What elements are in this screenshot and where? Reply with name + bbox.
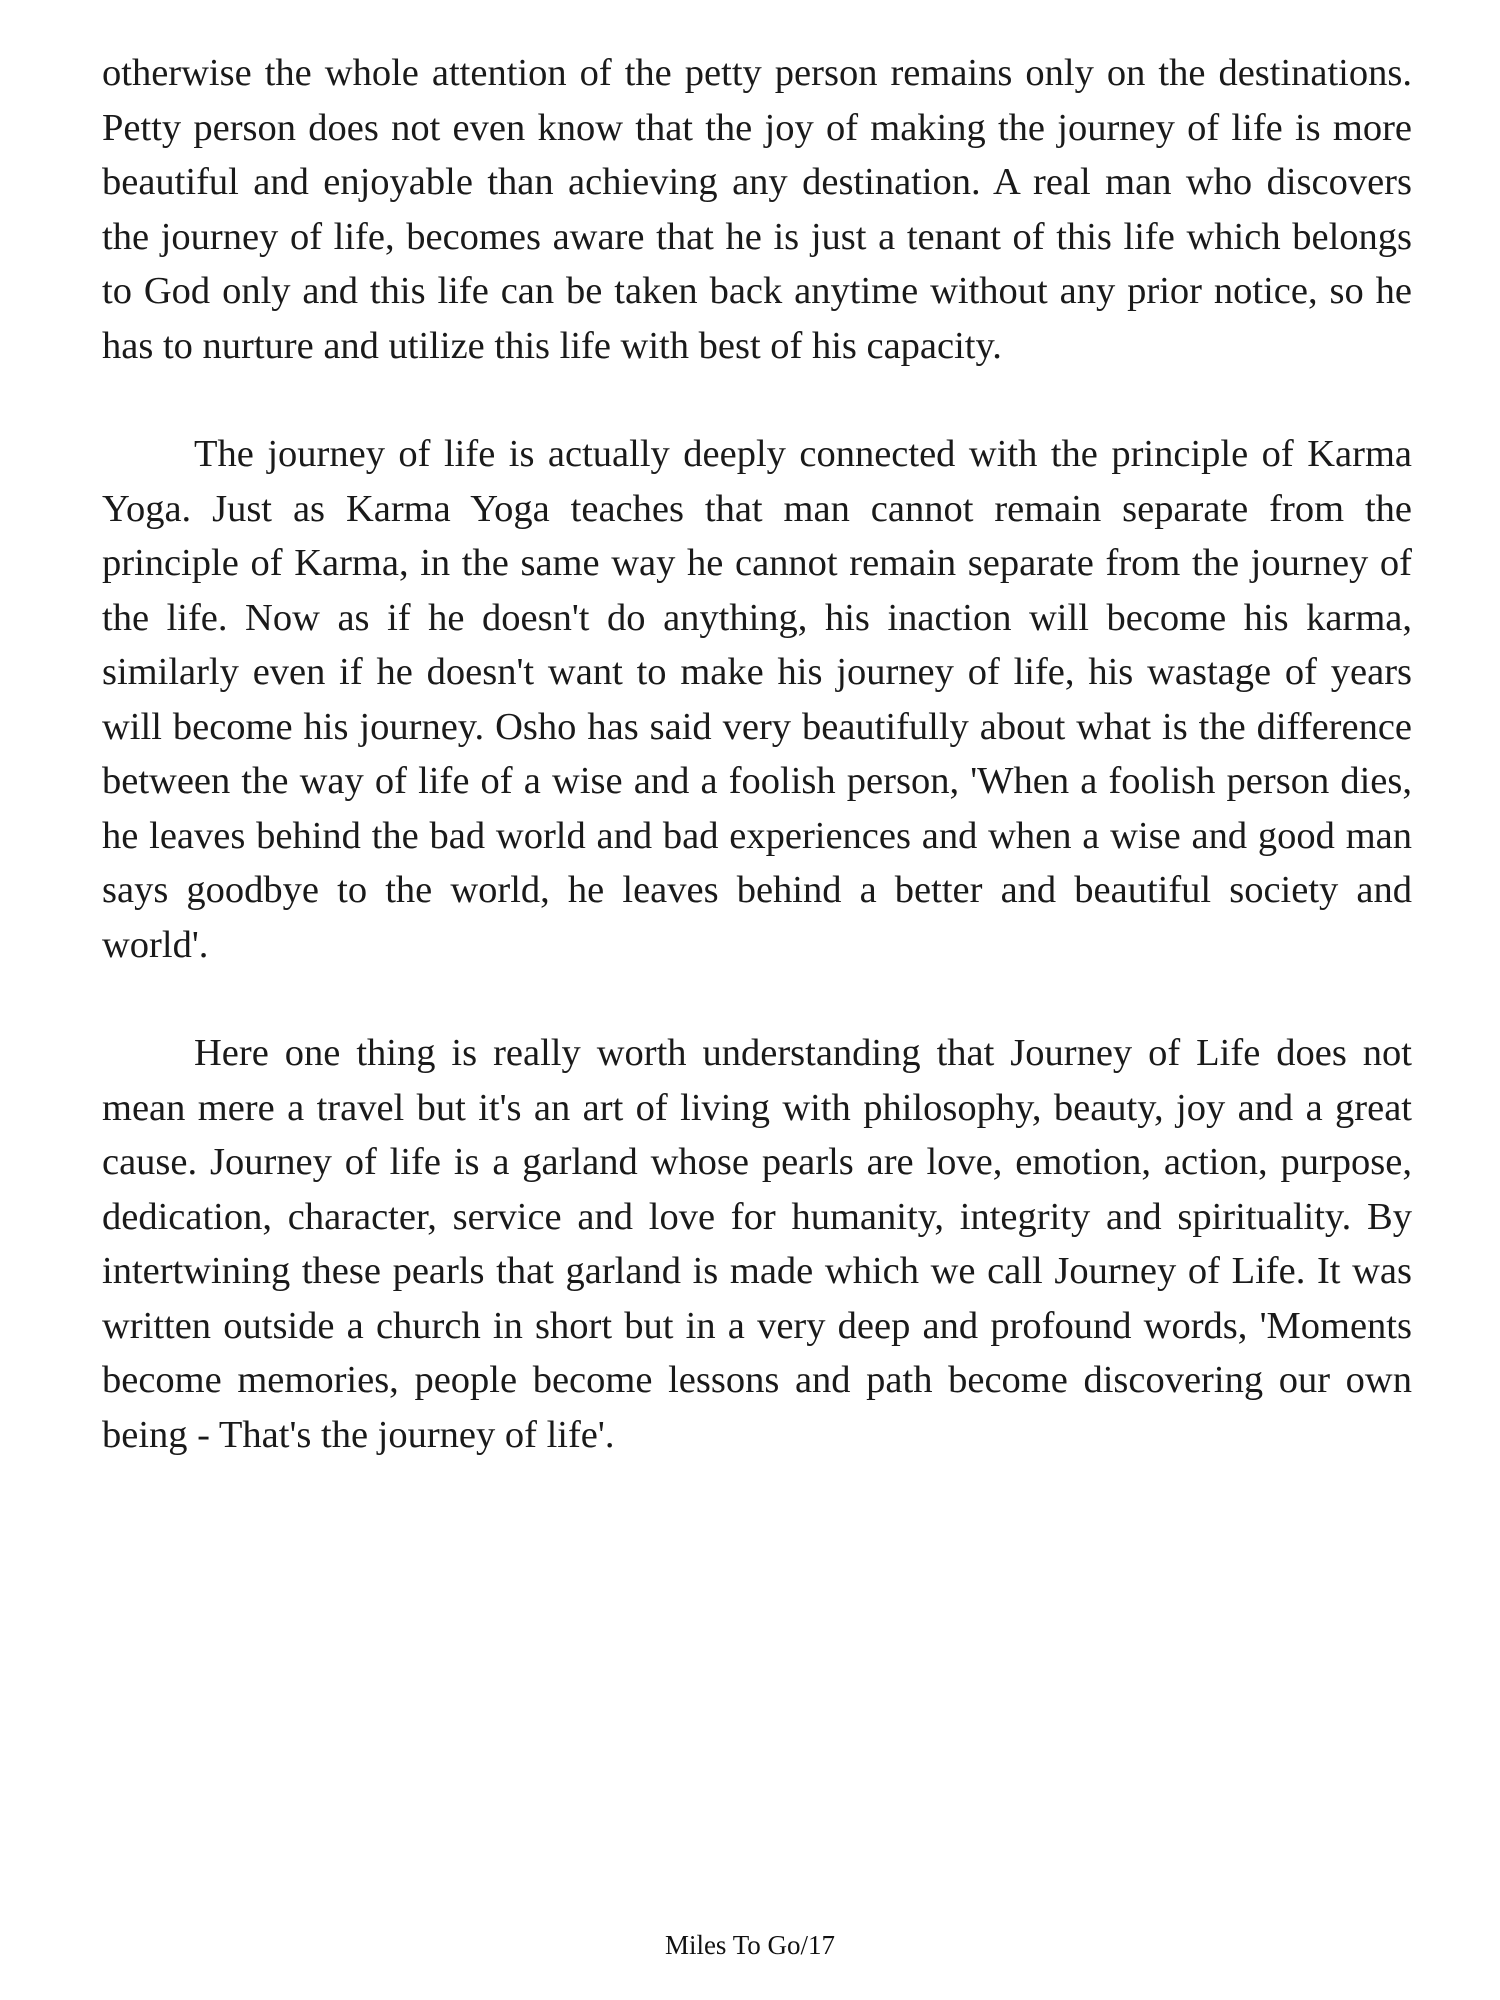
page-body	[102, 46, 1412, 1462]
page-footer: Miles To Go/17	[664, 1930, 836, 1960]
paragraph-1: otherwise the whole attention of the petty person remains only on the destinations. Petty person does not even know that the joy of making the journey of life is more beautiful and enjoyable than achieving any destination. A real man who discovers the journey of life, becomes aware that he is just a tenant of this life which belongs to God only and this life can be taken back anytime without any prior notice, so he has to nurture and utilize this life with best of his capacity.	[102, 52, 1412, 367]
paragraph-3: Here one thing is really worth understanding that Journey of Life does not mean mere a travel but it's an art of living with philosophy, beauty, joy and a great cause. Journey of life is a garland whose pearls are love, emotion, action, purpose, dedication, character, service and love for humanity, integrity and spirituality. By intertwining these pearls that garland is made which we call Journey of Life. It was written outside a church in short but in a very deep and profound words, 'Moments become memories, people become lessons and path become discovering our own being - That's the journey of life'.	[102, 1032, 1412, 1456]
paragraph-2: The journey of life is actually deeply connected with the principle of Karma Yoga. Just as Karma Yoga teaches that man cannot remain separate from the principle of Karma, in the same way he cannot remain separate from the journey of the life. Now as if he doesn't do anything, his inaction will become his karma, similarly even if he doesn't want to make his journey of life, his wastage of years will become his journey. Osho has said very beautifully about what is the difference between the way of life of a wise and a foolish person, 'When a foolish person dies, he leaves behind the bad world and bad experiences and when a wise and good man says goodbye to the world, he leaves behind a better and beautiful society and world'.	[102, 433, 1412, 966]
